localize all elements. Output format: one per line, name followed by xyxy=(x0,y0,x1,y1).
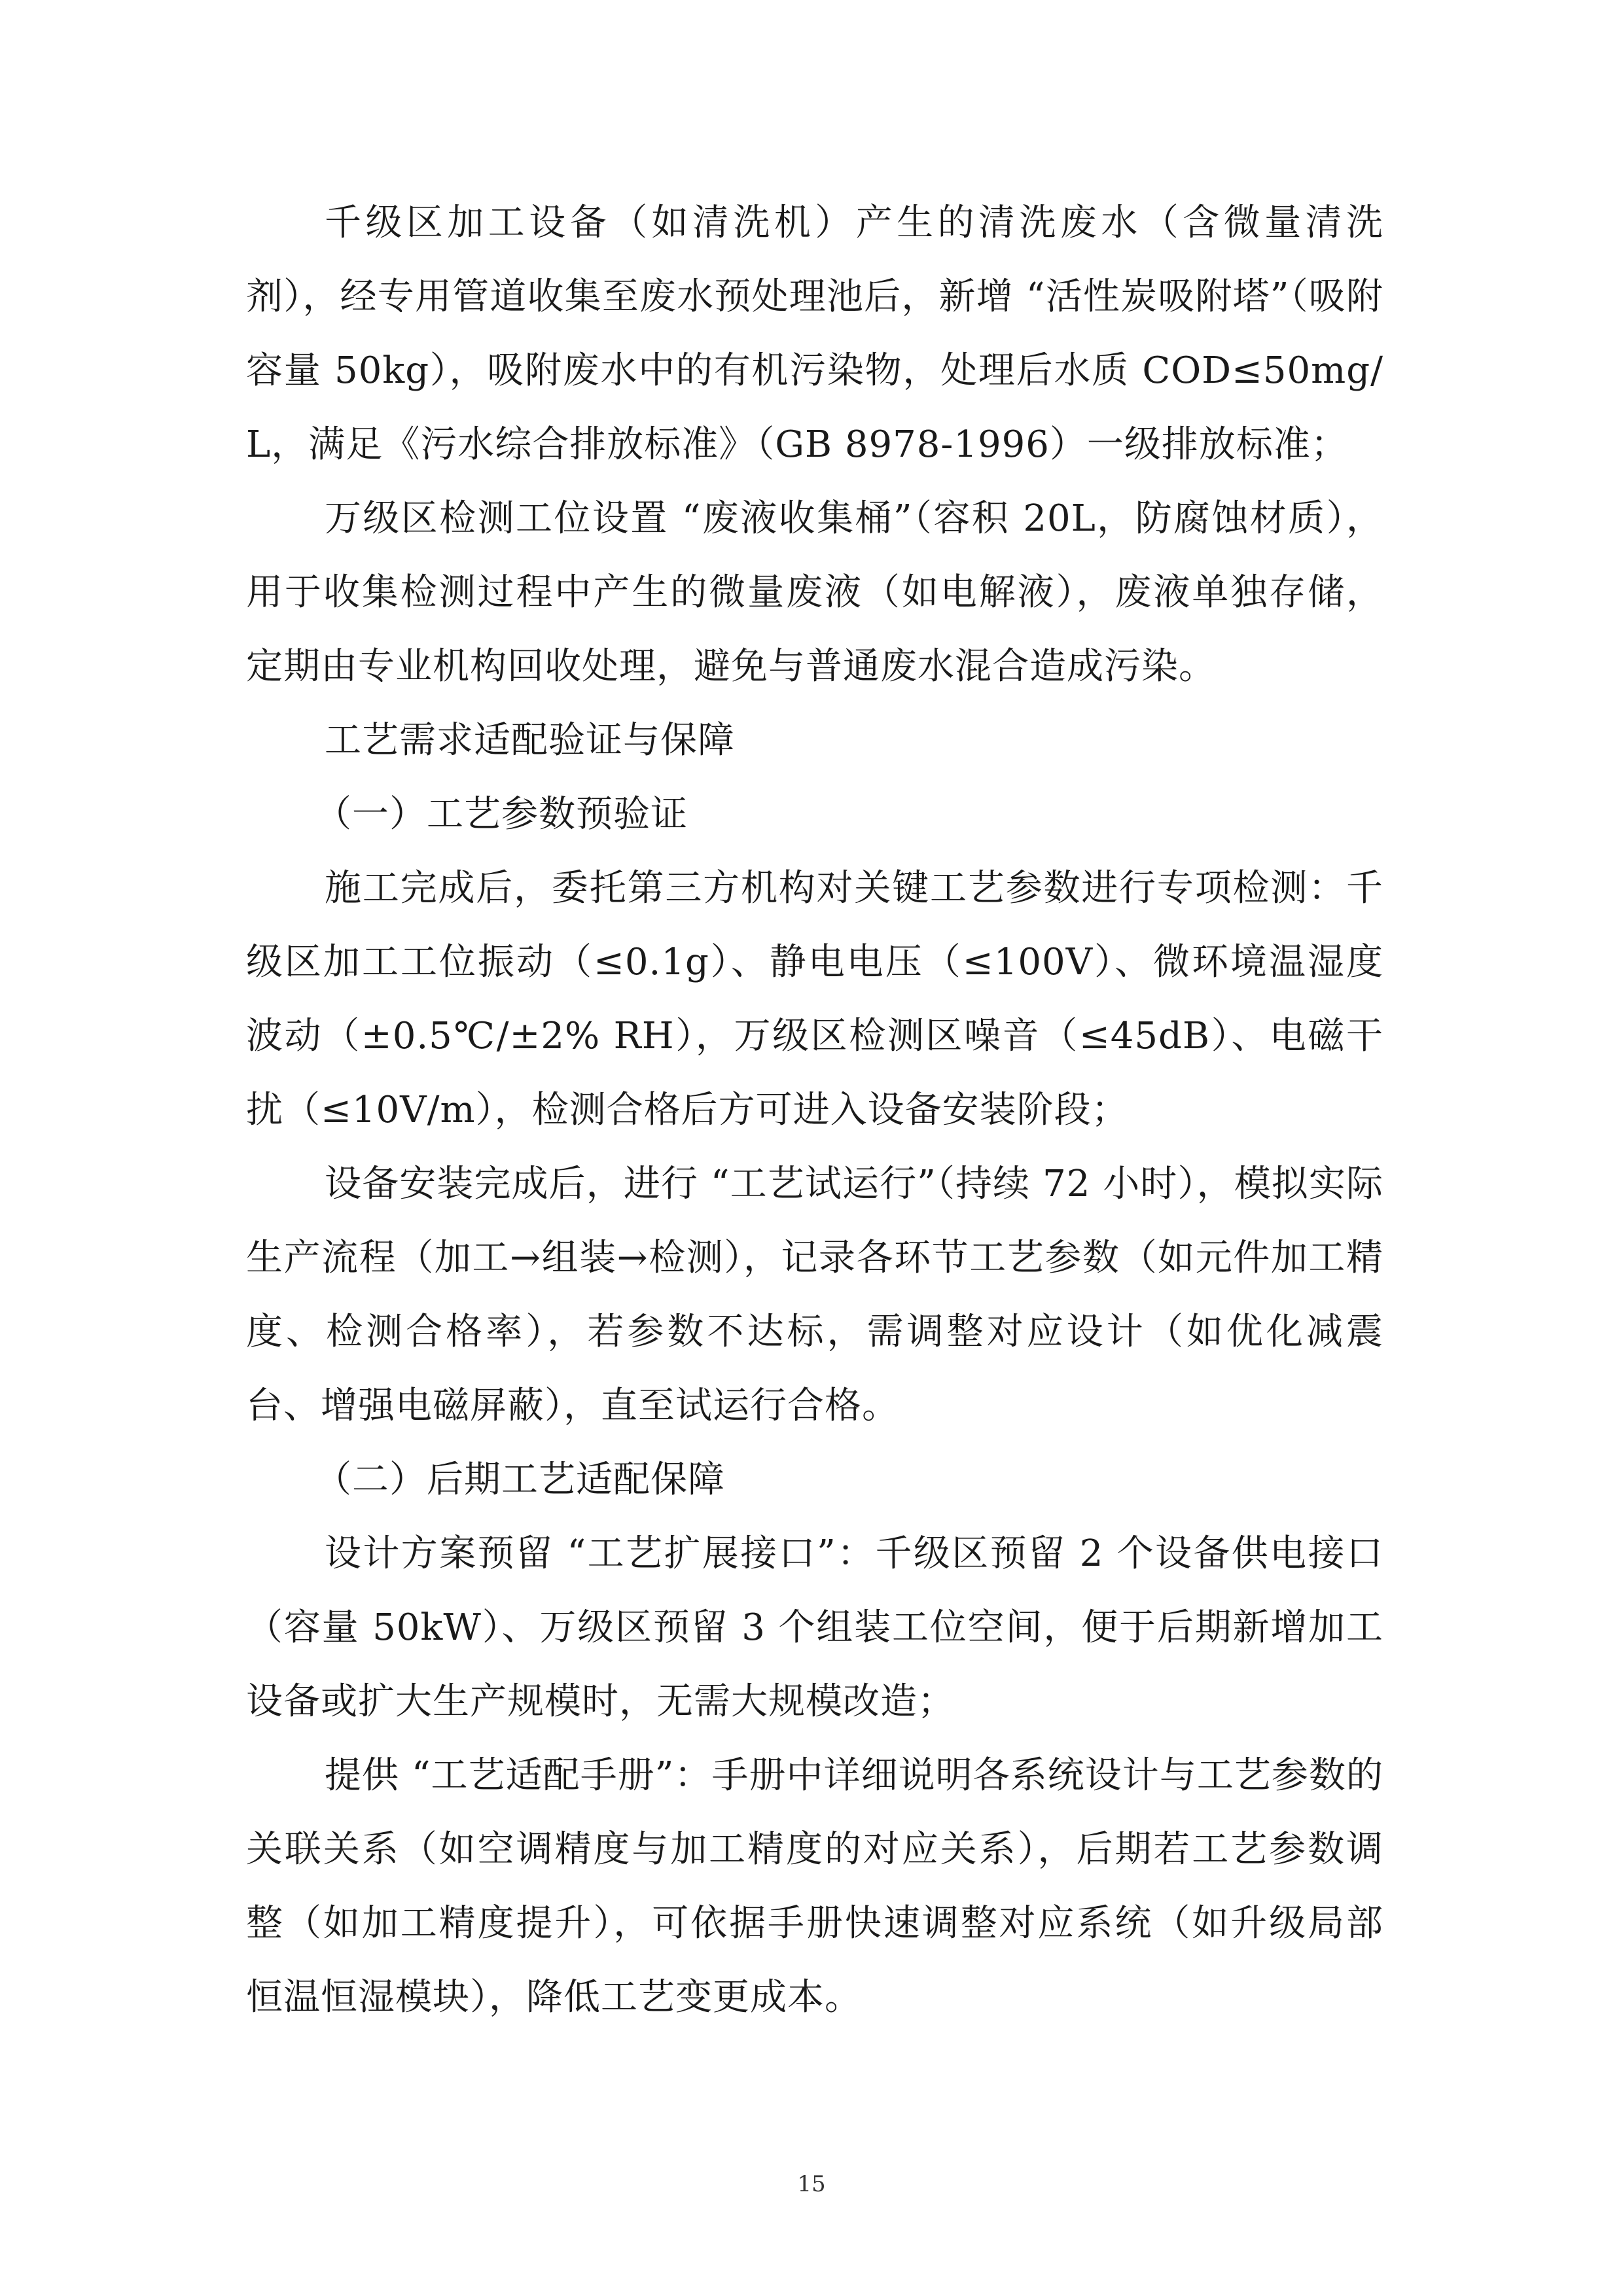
paragraph-waste-liquid-collection: 万级区检测工位设置 “废液收集桶”（容积 20L，防腐蚀材质），用于收集检测过程中产生的微量废液（如电解液），废液单独存储，定期由专业机构回收处理，避免与普通废水混合造成污染。 xyxy=(246,497,1383,688)
paragraph-parameter-testing: 施工完成后，委托第三方机构对关键工艺参数进行专项检测：千级区加工工位振动（≤0.1g）、静电电压（≤100V）、微环境温湿度波动（±0.5℃/±2% RH），万级区检测区噪音（≤45dB）、电磁干扰（≤10V/m），检测合格后方可进入设备安装阶段； xyxy=(246,867,1383,1131)
subsection-heading-1: （一）工艺参数预验证 xyxy=(315,793,688,836)
paragraph-trial-run: 设备安装完成后，进行 “工艺试运行”（持续 72 小时），模拟实际生产流程（加工→组装→检测），记录各环节工艺参数（如元件加工精度、检测合格率），若参数不达标，需调整对应设计（如优化减震台、增强电磁屏蔽），直至试运行合格。 xyxy=(246,1163,1383,1427)
paragraph-wastewater-treatment: 千级区加工设备（如清洗机）产生的清洗废水（含微量清洗剂），经专用管道收集至废水预处理池后，新增 “活性炭吸附塔”（吸附容量 50kg），吸附废水中的有机污染物，处理后水质 COD≤50mg/L，满足《污水综合排放标准》（GB 8978-1996）一级排放标准； xyxy=(246,202,1383,466)
paragraph-adaptation-manual: 提供 “工艺适配手册”：手册中详细说明各系统设计与工艺参数的关联关系（如空调精度与加工精度的对应关系），后期若工艺参数调整（如加工精度提升），可依据手册快速调整对应系统（如升级局部恒温恒湿模块），降低工艺变更成本。 xyxy=(246,1754,1383,2019)
page-number: 15 xyxy=(797,2171,826,2197)
paragraph-expansion-interface: 设计方案预留 “工艺扩展接口”：千级区预留 2 个设备供电接口（容量 50kW）、万级区预留 3 个组装工位空间，便于后期新增加工设备或扩大生产规模时，无需大规模改造； xyxy=(246,1532,1383,1723)
document-body xyxy=(246,186,1383,2034)
subsection-heading-2: （二）后期工艺适配保障 xyxy=(315,1458,725,1501)
section-heading: 工艺需求适配验证与保障 xyxy=(325,719,735,762)
